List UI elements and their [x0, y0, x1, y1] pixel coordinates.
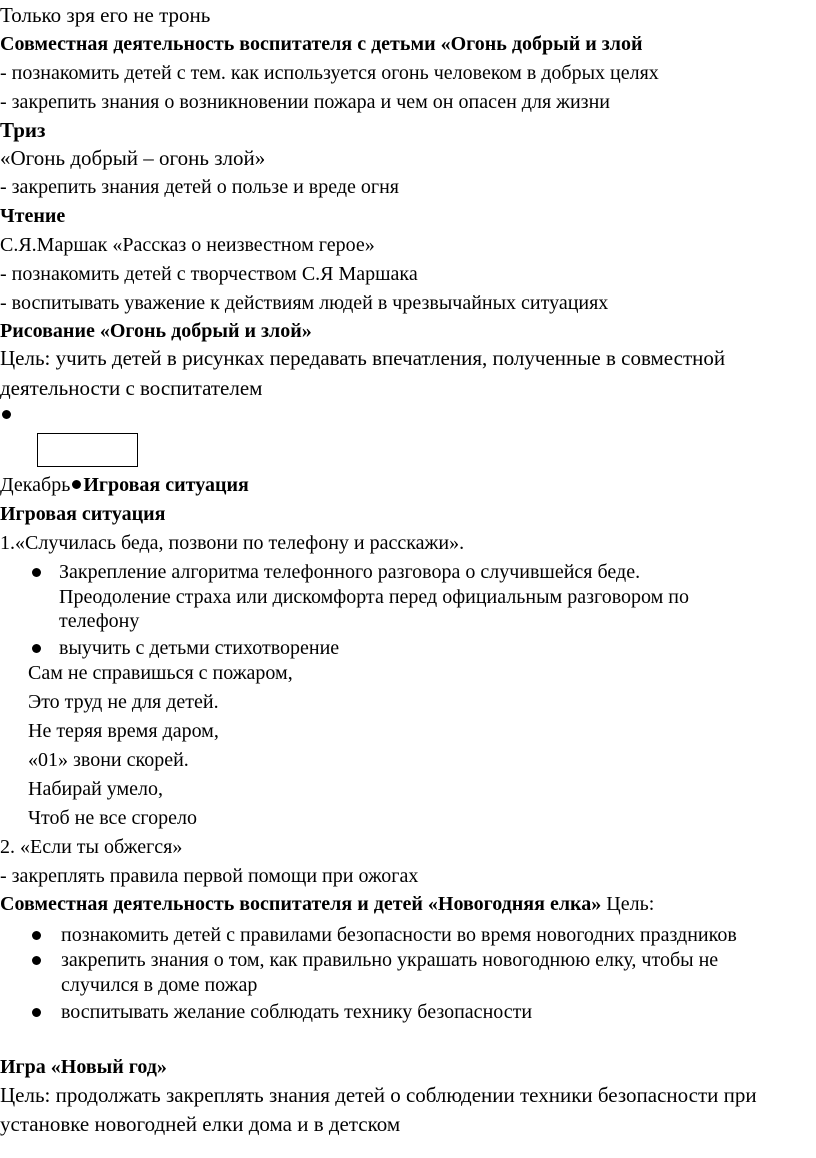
section-heading: Совместная деятельность воспитателя и детей «Новогодняя елка»	[0, 893, 602, 915]
goal-label: Цель:	[601, 893, 655, 915]
bullet-text: познакомить детей с правилами безопасности во время новогодних праздников	[61, 924, 737, 946]
text-line: С.Я.Маршак «Рассказ о неизвестном герое»	[0, 234, 375, 256]
bullet-icon	[32, 644, 41, 653]
text-line: - закрепить знания о возникновении пожара и чем он опасен для жизни	[0, 91, 610, 113]
month-label	[0, 475, 249, 495]
section-heading: Игра «Новый год»	[0, 1056, 167, 1078]
text-line: 2. «Если ты обжегся»	[0, 836, 183, 858]
section-heading: Рисование «Огонь добрый и злой»	[0, 320, 312, 342]
bullet-text: закрепить знания о том, как правильно украшать новогоднюю елку, чтобы не	[61, 949, 719, 971]
text-line: - познакомить детей с творчеством С.Я Маршака	[0, 263, 418, 285]
bullet-icon	[32, 956, 41, 965]
section-heading: Чтение	[0, 205, 66, 227]
text-line: Только зря его не тронь	[0, 3, 211, 27]
bullet-icon	[2, 410, 11, 419]
bullet-text: телефону	[59, 610, 140, 632]
month-text: Декабрь	[0, 474, 71, 496]
empty-box	[37, 433, 138, 467]
section-heading: Игровая ситуация	[0, 503, 166, 525]
bullet-text: воспитывать желание соблюдать технику безопасности	[61, 1001, 533, 1023]
poem-line: «01» звони скорей.	[28, 749, 189, 771]
section-heading: Совместная деятельность воспитателя с детьми «Огонь добрый и злой	[0, 33, 643, 55]
poem-line: Сам не справишься с пожаром,	[28, 662, 293, 684]
text-line: - закрепить знания детей о пользе и вреде огня	[0, 176, 399, 198]
text-line: Цель: продолжать закреплять знания детей о соблюдении техники безопасности при	[0, 1083, 757, 1107]
poem-line: Чтоб не все сгорело	[28, 807, 197, 829]
poem-line: Не теряя время даром,	[28, 720, 219, 742]
text-line: установке новогодней елки дома и в детском	[0, 1112, 401, 1136]
bullet-icon	[72, 480, 81, 489]
text-line: 1.«Случилась беда, позвони по телефону и расскажи».	[0, 532, 465, 554]
bullet-text: Закрепление алгоритма телефонного разговора о случившейся беде.	[59, 561, 641, 583]
text-line: - закреплять правила первой помощи при ожогах	[0, 865, 419, 887]
bullet-text: Преодоление страха или дискомфорта перед официальным разговором по	[59, 586, 689, 608]
bullet-text: выучить с детьми стихотворение	[59, 637, 340, 659]
bullet-heading: Игровая ситуация	[83, 474, 249, 496]
text-line: «Огонь добрый – огонь злой»	[0, 146, 266, 170]
bullet-icon	[32, 931, 41, 940]
text-line: деятельности с воспитателем	[0, 376, 263, 400]
bullet-icon	[32, 568, 41, 577]
bullet-text: случился в доме пожар	[61, 974, 258, 996]
poem-line: Набирай умело,	[28, 778, 164, 800]
text-line: Цель: учить детей в рисунках передавать впечатления, полученные в совместной	[0, 346, 726, 370]
text-line: - воспитывать уважение к действиям людей в чрезвычайных ситуациях	[0, 292, 609, 314]
text-line: - познакомить детей с тем. как используется огонь человеком в добрых целях	[0, 62, 659, 84]
bullet-icon	[32, 1008, 41, 1017]
section-heading-line	[0, 894, 654, 914]
section-heading: Триз	[0, 118, 46, 142]
poem-line: Это труд не для детей.	[28, 691, 219, 713]
